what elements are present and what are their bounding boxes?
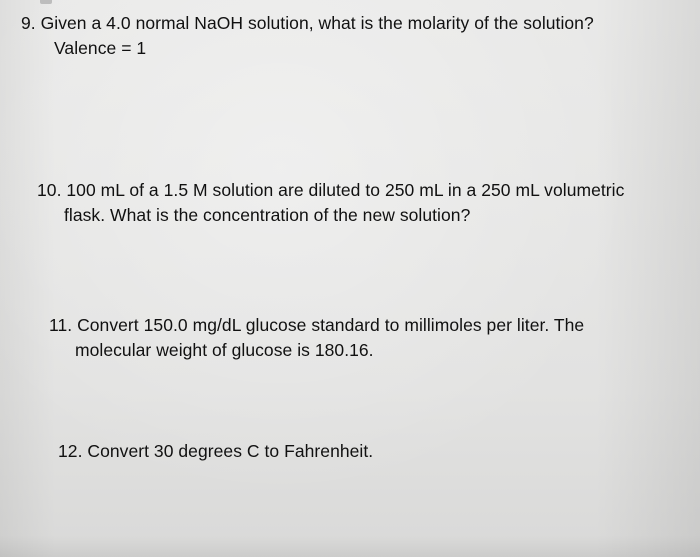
- question-10-text-continued: flask. What is the concentration of the new solution?: [64, 205, 471, 225]
- question-12: [58, 439, 373, 464]
- question-11-text-continued: molecular weight of glucose is 180.16.: [75, 340, 374, 360]
- question-9: [21, 11, 594, 61]
- question-12-text: 12. Convert 30 degrees C to Fahrenheit.: [58, 441, 374, 461]
- question-11: [49, 313, 584, 363]
- question-10: [37, 178, 624, 228]
- question-10-text: 10. 100 mL of a 1.5 M solution are diluted to 250 mL in a 250 mL volumetric: [37, 180, 625, 200]
- question-11-text: 11. Convert 150.0 mg/dL glucose standard to millimoles per liter. The: [49, 315, 585, 335]
- paper-tab-mark: [40, 0, 52, 4]
- question-9-note: Valence = 1: [54, 38, 147, 58]
- question-9-text: 9. Given a 4.0 normal NaOH solution, what is the molarity of the solution?: [21, 13, 594, 33]
